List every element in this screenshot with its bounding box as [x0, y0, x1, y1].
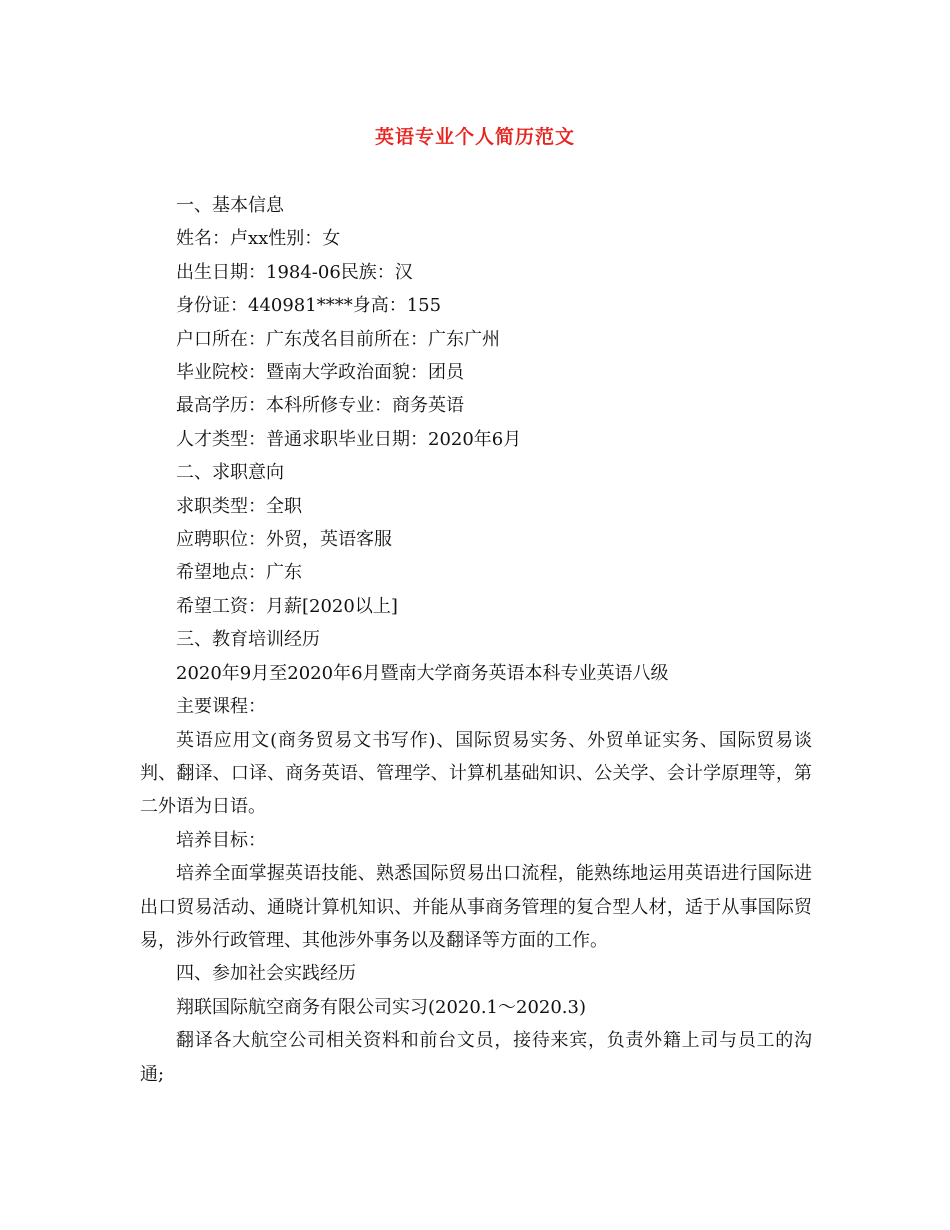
document-body — [140, 189, 812, 1091]
section-heading-practice: 四、参加社会实践经历 — [176, 963, 356, 985]
section-heading-basic-info: 一、基本信息 — [176, 195, 284, 216]
education-line-period: 2020年9月至2020年6月暨南大学商务英语本科专业英语八级 — [176, 662, 669, 684]
intent-line-position: 应聘职位：外贸，英语客服 — [176, 529, 392, 551]
intent-line-location: 希望地点：广东 — [176, 562, 302, 584]
intent-line-salary: 希望工资：月薪[2020以上] — [176, 595, 398, 617]
info-line-name-gender: 姓名：卢xx性别：女 — [176, 228, 341, 250]
courses-paragraph: 英语应用文(商务贸易文书写作)、国际贸易实务、外贸单证实务、国际贸易谈判、翻译、口译、商务英语、管理学、计算机基础知识、公关学、会计学原理等，第二外语为日语。 — [140, 729, 812, 818]
info-line-school: 毕业院校：暨南大学政治面貌：团员 — [176, 362, 464, 384]
info-line-id-height: 身份证：440981****身高：155 — [176, 295, 442, 317]
info-line-talent-type: 人才类型：普通求职毕业日期：2020年6月 — [176, 428, 522, 450]
section-heading-education: 三、教育培训经历 — [176, 629, 320, 651]
document-title: 英语专业个人简历范文 — [374, 126, 575, 148]
goal-paragraph: 培养全面掌握英语技能、熟悉国际贸易出口流程，能熟练地运用英语进行国际进出口贸易活动、通晓计算机知识、并能从事商务管理的复合型人材，适于从事国际贸易，涉外行政管理、其他涉外事务以及翻译等方面的工作。 — [140, 863, 812, 951]
info-line-birth-ethnicity: 出生日期：1984-06民族：汉 — [176, 261, 413, 283]
info-line-education: 最高学历：本科所修专业：商务英语 — [176, 395, 464, 417]
info-line-residence: 户口所在：广东茂名目前所在：广东广州 — [176, 328, 500, 350]
practice-paragraph: 翻译各大航空公司相关资料和前台文员，接待来宾，负责外籍上司与员工的沟通; — [140, 1030, 812, 1085]
intent-line-job-type: 求职类型：全职 — [176, 495, 302, 517]
goal-label: 培养目标： — [176, 829, 266, 851]
section-heading-job-intent: 二、求职意向 — [176, 462, 284, 484]
practice-company: 翔联国际航空商务有限公司实习(2020.1～2020.3) — [176, 996, 587, 1018]
courses-label: 主要课程： — [176, 696, 266, 718]
